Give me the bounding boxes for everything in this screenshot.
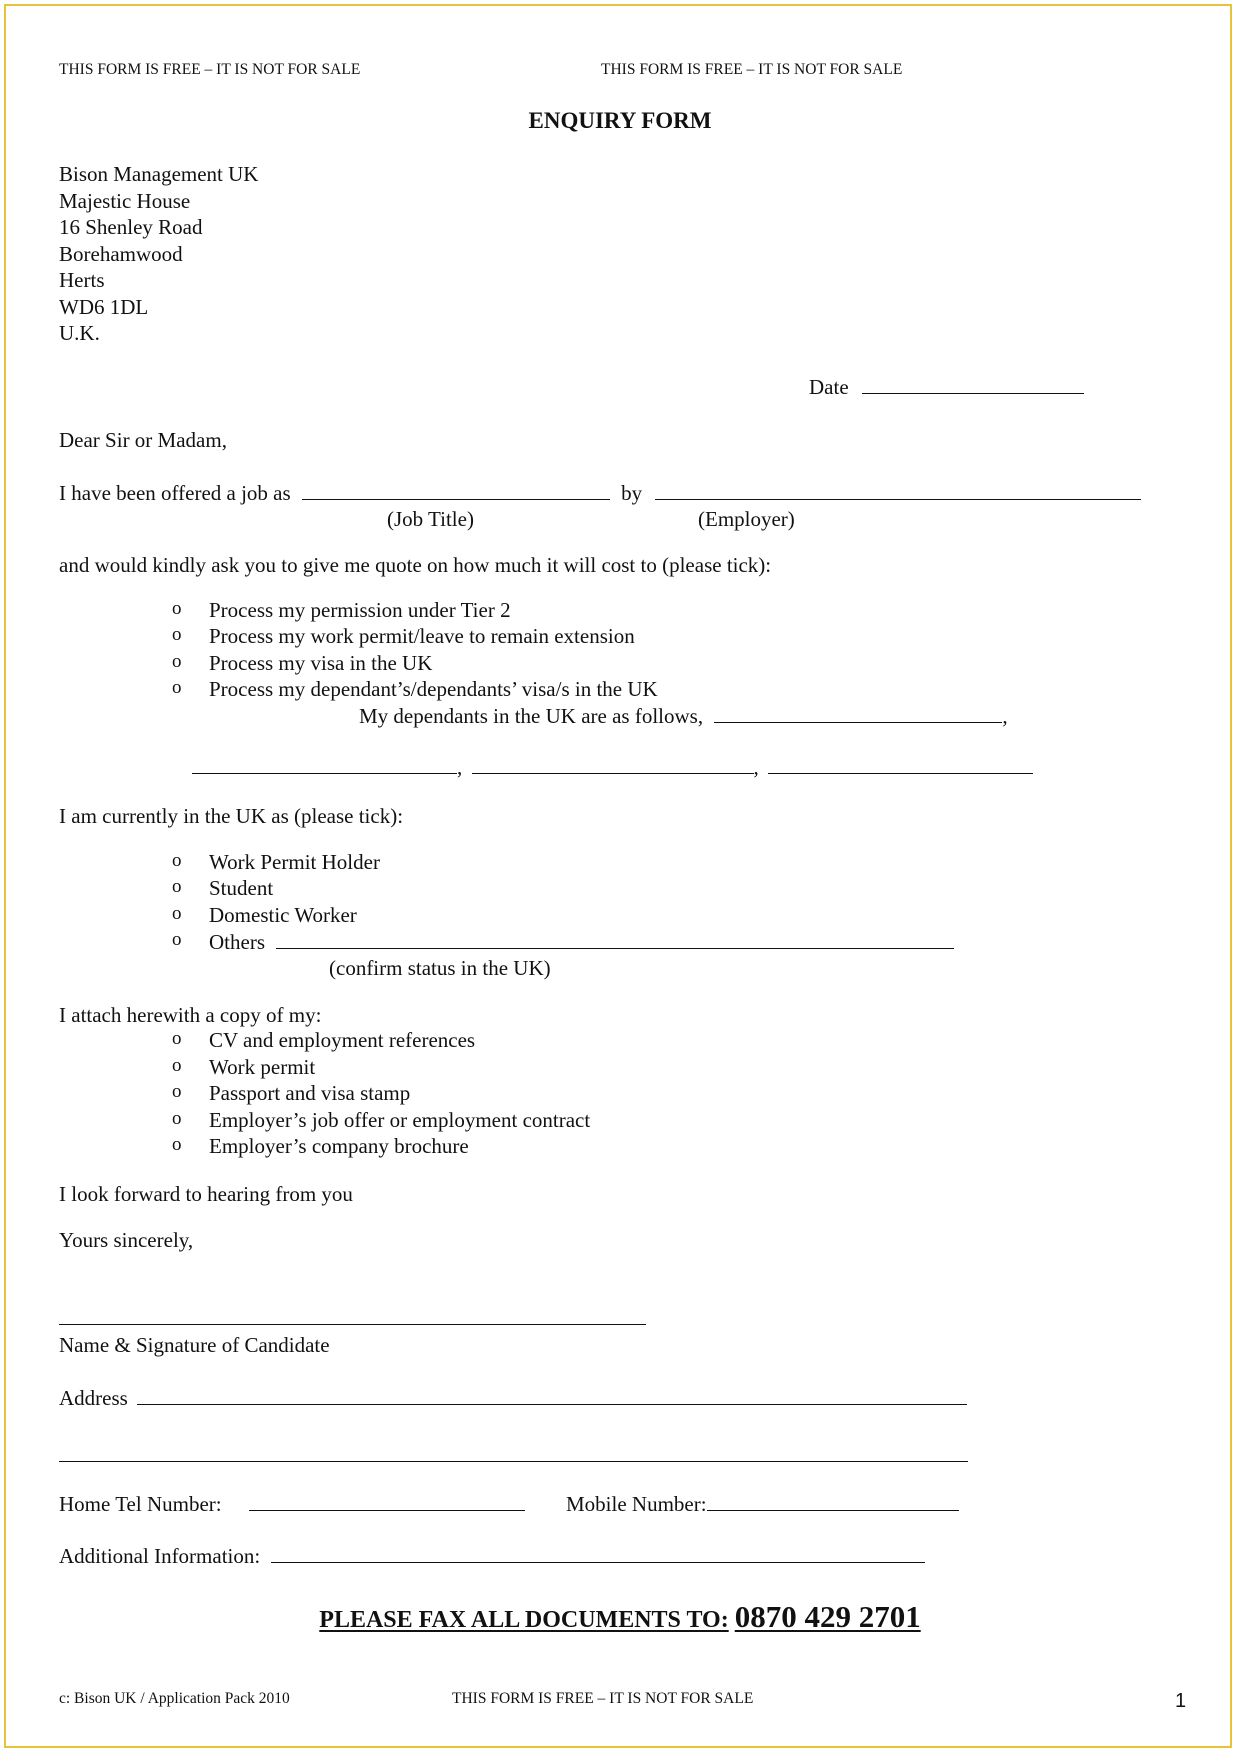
additional-info-field[interactable] <box>271 1543 925 1563</box>
fax-instruction <box>0 1599 1240 1635</box>
address-field[interactable] <box>137 1385 967 1405</box>
address-label: Address <box>59 1386 128 1410</box>
dependants-label: My dependants in the UK are as follows, <box>359 704 704 728</box>
sign-off: Yours sincerely, <box>59 1228 194 1252</box>
additional-info-label: Additional Information: <box>59 1544 261 1568</box>
attach-option[interactable] <box>172 1081 872 1107</box>
checkbox-circle-icon[interactable]: o <box>172 903 182 924</box>
attach-option[interactable] <box>172 1028 872 1054</box>
status-intro: I am currently in the UK as (please tick): <box>59 804 404 828</box>
address-line: Herts <box>59 268 105 292</box>
others-row <box>209 929 954 955</box>
checkbox-circle-icon[interactable]: o <box>172 929 182 950</box>
status-option[interactable] <box>172 903 872 929</box>
option-label: Process my permission under Tier 2 <box>209 598 511 622</box>
comma: , <box>1002 704 1008 728</box>
address-line: Borehamwood <box>59 241 183 266</box>
comma: , <box>753 755 759 779</box>
other-status-field[interactable] <box>276 929 954 949</box>
job-title-caption: (Job Title) <box>387 507 474 531</box>
checkbox-circle-icon[interactable]: o <box>172 1134 182 1155</box>
comma: , <box>457 755 463 779</box>
quote-option[interactable] <box>172 651 872 677</box>
option-label: Others <box>209 930 265 954</box>
checkbox-circle-icon[interactable]: o <box>172 1108 182 1129</box>
home-tel-label: Home Tel Number: <box>59 1492 222 1516</box>
option-label: Domestic Worker <box>209 903 357 927</box>
mobile-label: Mobile Number: <box>566 1492 707 1516</box>
option-label: Student <box>209 876 274 900</box>
job-offer-label: I have been offered a job as <box>59 481 291 505</box>
mobile-row <box>566 1491 959 1518</box>
checkbox-circle-icon[interactable]: o <box>172 677 182 698</box>
address-line: U.K. <box>59 321 100 345</box>
home-tel-field[interactable] <box>249 1491 525 1511</box>
attach-intro: I attach herewith a copy of my: <box>59 1003 322 1027</box>
dependants-row-2 <box>192 754 1033 781</box>
checkbox-circle-icon[interactable]: o <box>172 876 182 897</box>
quote-option[interactable] <box>172 624 872 650</box>
recipient-address <box>59 161 258 347</box>
quote-option[interactable] <box>172 677 872 703</box>
attach-option[interactable] <box>172 1055 872 1081</box>
address-line: 16 Shenley Road <box>59 215 203 239</box>
dependant-field[interactable] <box>192 754 457 774</box>
by-label: by <box>621 481 643 505</box>
address-field-line-2[interactable] <box>59 1441 968 1462</box>
date-label: Date <box>809 375 849 399</box>
option-label: CV and employment references <box>209 1028 476 1052</box>
additional-info-row <box>59 1543 925 1570</box>
employer-field[interactable] <box>655 480 1141 500</box>
quote-option[interactable] <box>172 598 872 624</box>
date-row <box>809 374 1084 401</box>
confirm-status-caption: (confirm status in the UK) <box>329 956 551 980</box>
footer-copyright: c: Bison UK / Application Pack 2010 <box>59 1690 290 1707</box>
address-line: Majestic House <box>59 188 191 213</box>
checkbox-circle-icon[interactable]: o <box>172 850 182 871</box>
dependant-field[interactable] <box>472 754 754 774</box>
attach-option[interactable] <box>172 1134 872 1160</box>
mobile-field[interactable] <box>707 1491 959 1511</box>
employer-caption: (Employer) <box>698 507 795 531</box>
header-notice-left: THIS FORM IS FREE – IT IS NOT FOR SALE <box>59 61 361 78</box>
address-row <box>59 1385 967 1412</box>
option-label: Process my visa in the UK <box>209 651 433 675</box>
checkbox-circle-icon[interactable]: o <box>172 651 182 672</box>
page-number: 1 <box>1175 1690 1187 1712</box>
option-label: Process my work permit/leave to remain extension <box>209 624 635 648</box>
option-label: Work Permit Holder <box>209 850 380 874</box>
job-offer-row <box>59 480 1141 507</box>
phone-row <box>59 1491 525 1518</box>
job-title-field[interactable] <box>302 480 610 500</box>
option-label: Employer’s job offer or employment contract <box>209 1108 591 1132</box>
quote-intro: and would kindly ask you to give me quote on how much it will cost to (please tick): <box>59 553 772 577</box>
checkbox-circle-icon[interactable]: o <box>172 1081 182 1102</box>
address-line: WD6 1DL <box>59 294 149 319</box>
address-line: Bison Management UK <box>59 162 259 186</box>
checkbox-circle-icon[interactable]: o <box>172 598 182 619</box>
status-option[interactable] <box>172 876 872 902</box>
salutation: Dear Sir or Madam, <box>59 428 227 452</box>
footer-notice: THIS FORM IS FREE – IT IS NOT FOR SALE <box>452 1690 754 1707</box>
fax-number: 0870 429 2701 <box>734 1599 921 1634</box>
dependant-field[interactable] <box>768 754 1033 774</box>
option-label: Passport and visa stamp <box>209 1081 411 1105</box>
signature-field[interactable] <box>59 1304 646 1325</box>
closing-line: I look forward to hearing from you <box>59 1182 353 1206</box>
header-notice-right: THIS FORM IS FREE – IT IS NOT FOR SALE <box>601 61 903 78</box>
option-label: Process my dependant’s/dependants’ visa/s in the UK <box>209 677 658 701</box>
page-title: ENQUIRY FORM <box>528 108 712 133</box>
dependant-field[interactable] <box>714 703 1002 723</box>
fax-label: PLEASE FAX ALL DOCUMENTS TO: <box>319 1607 729 1633</box>
status-option[interactable] <box>172 850 872 876</box>
date-field[interactable] <box>862 374 1084 394</box>
checkbox-circle-icon[interactable]: o <box>172 1028 182 1049</box>
status-option[interactable] <box>172 929 972 955</box>
checkbox-circle-icon[interactable]: o <box>172 624 182 645</box>
option-label: Work permit <box>209 1055 316 1079</box>
checkbox-circle-icon[interactable]: o <box>172 1055 182 1076</box>
signature-caption: Name & Signature of Candidate <box>59 1333 330 1357</box>
attach-option[interactable] <box>172 1108 872 1134</box>
dependants-row <box>359 703 1008 730</box>
option-label: Employer’s company brochure <box>209 1134 469 1158</box>
